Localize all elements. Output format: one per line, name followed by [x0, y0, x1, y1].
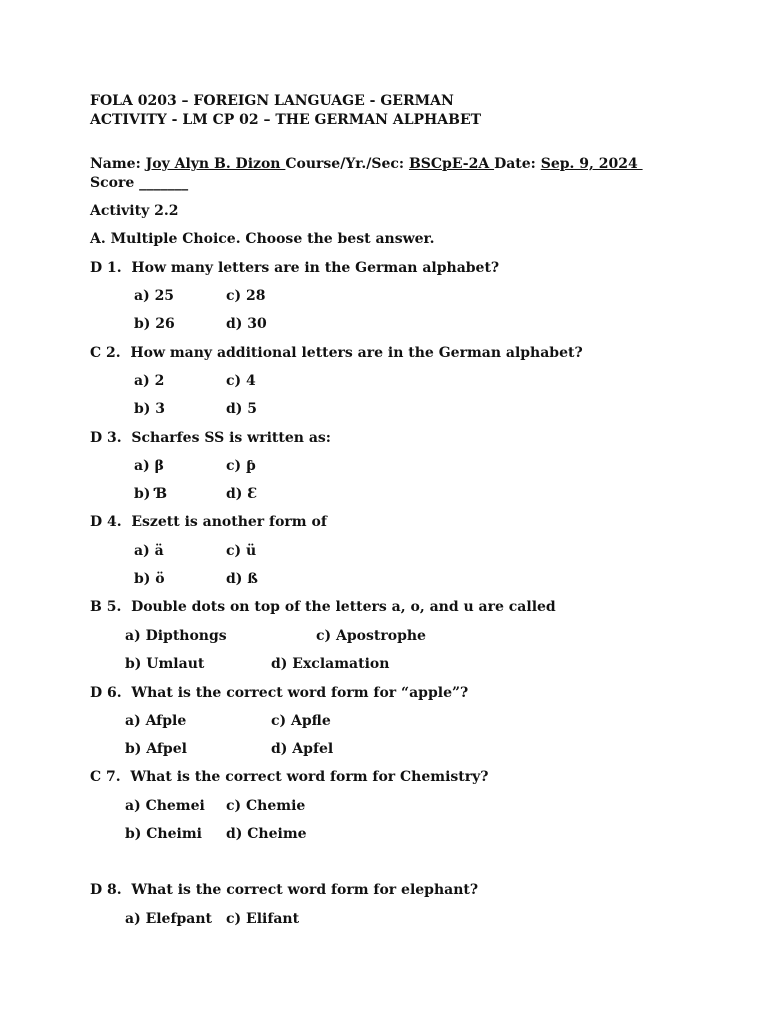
q4-option-a: a) ä [134, 543, 164, 559]
q8-option-c: c) Elifant [226, 911, 300, 927]
name-value: Joy Alyn B. Dizon [145, 156, 286, 172]
question-2: C 2. How many additional letters are in the German alphabet? [90, 345, 583, 361]
q3-option-a: a) β [134, 458, 164, 474]
q6-option-c: c) Apfle [271, 713, 331, 729]
student-info-line [90, 155, 643, 173]
q1-option-c: c) 28 [226, 288, 266, 304]
q2-option-b: b) 3 [134, 401, 166, 417]
q6-option-a: a) Afple [125, 713, 187, 729]
course-value: BSCpE-2A [408, 156, 495, 172]
q7-option-c: c) Chemie [226, 798, 306, 814]
q4-option-c: c) ü [226, 543, 257, 559]
question-1: D 1. How many letters are in the German alphabet? [90, 260, 500, 276]
question-6: D 6. What is the correct word form for “apple”? [90, 685, 469, 701]
q5-option-a: a) Dipthongs [125, 628, 227, 644]
q7-option-b: b) Cheimi [125, 826, 202, 842]
q4-option-b: b) ö [134, 571, 165, 587]
course-label: Course/Yr./Sec: [285, 156, 409, 172]
q1-option-a: a) 25 [134, 288, 175, 304]
instruction: A. Multiple Choice. Choose the best answer. [90, 231, 435, 247]
q7-option-d: d) Cheime [226, 826, 307, 842]
q3-option-c: c) ƥ [226, 458, 256, 474]
date-value: Sep. 9, 2024 [540, 156, 643, 172]
q3-option-b: b) Ɓ [134, 486, 168, 502]
name-label: Name: [90, 156, 146, 172]
q2-option-a: a) 2 [134, 373, 165, 389]
q4-option-d: d) ß [226, 571, 258, 587]
score-line: Score _______ [90, 175, 189, 191]
date-label: Date: [494, 156, 541, 172]
question-7: C 7. What is the correct word form for Chemistry? [90, 769, 489, 785]
q5-option-d: d) Exclamation [271, 656, 390, 672]
question-8: D 8. What is the correct word form for elephant? [90, 882, 479, 898]
question-5: B 5. Double dots on top of the letters a, o, and u are called [90, 599, 556, 615]
activity-number: Activity 2.2 [90, 203, 179, 219]
q5-option-c: c) Apostrophe [316, 628, 426, 644]
q2-option-d: d) 5 [226, 401, 258, 417]
q2-option-c: c) 4 [226, 373, 256, 389]
q1-option-d: d) 30 [226, 316, 267, 332]
q3-option-d: d) Ɛ [226, 486, 258, 502]
q6-option-b: b) Afpel [125, 741, 187, 757]
question-3: D 3. Scharfes SS is written as: [90, 430, 331, 446]
q7-option-a: a) Chemei [125, 798, 205, 814]
q5-option-b: b) Umlaut [125, 656, 205, 672]
q6-option-d: d) Apfel [271, 741, 334, 757]
course-title: FOLA 0203 – FOREIGN LANGUAGE - GERMAN [90, 93, 454, 109]
q8-option-a: a) Elefpant [125, 911, 212, 927]
q1-option-b: b) 26 [134, 316, 175, 332]
activity-title: ACTIVITY - LM CP 02 – THE GERMAN ALPHABET [90, 112, 482, 128]
question-4: D 4. Eszett is another form of [90, 514, 327, 530]
